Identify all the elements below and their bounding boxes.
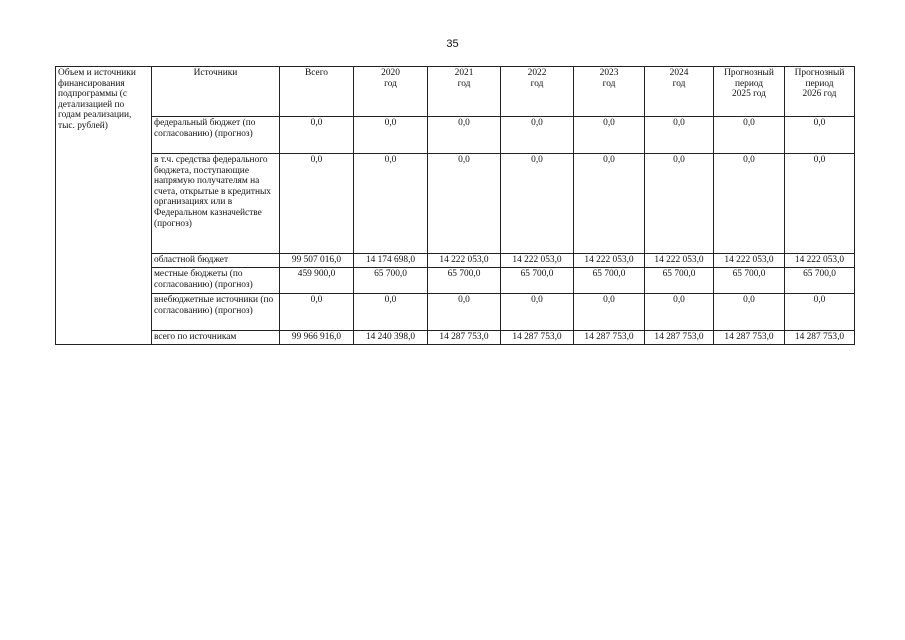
header-2022: 2022 год xyxy=(501,67,574,117)
table-row xyxy=(56,294,855,331)
value-cell: 0,0 xyxy=(714,154,785,254)
source-label: федеральный бюджет (по согласованию) (прогноз) xyxy=(152,117,280,154)
value-cell: 0,0 xyxy=(574,154,645,254)
header-2021: 2021 год xyxy=(428,67,501,117)
table-row xyxy=(56,117,855,154)
value-cell: 14 287 753,0 xyxy=(714,331,785,345)
value-cell: 14 287 753,0 xyxy=(785,331,855,345)
value-cell: 0,0 xyxy=(280,294,354,331)
table-row xyxy=(56,254,855,268)
value-cell: 14 287 753,0 xyxy=(501,331,574,345)
value-cell: 0,0 xyxy=(785,154,855,254)
value-cell: 65 700,0 xyxy=(428,268,501,294)
value-cell: 0,0 xyxy=(280,154,354,254)
value-cell: 0,0 xyxy=(501,117,574,154)
value-cell: 14 222 053,0 xyxy=(785,254,855,268)
value-cell: 99 966 916,0 xyxy=(280,331,354,345)
header-row xyxy=(56,67,855,117)
value-cell: 14 222 053,0 xyxy=(645,254,714,268)
value-cell: 99 507 016,0 xyxy=(280,254,354,268)
header-forecast-2026: Прогнозный период 2026 год xyxy=(785,67,855,117)
financing-description-cell: Объем и источники финансирования подпрограммы (с детализацией по годам реализации, тыс. рублей) xyxy=(56,67,152,345)
value-cell: 0,0 xyxy=(354,117,428,154)
value-cell: 0,0 xyxy=(574,294,645,331)
header-total: Всего xyxy=(280,67,354,117)
value-cell: 0,0 xyxy=(785,294,855,331)
value-cell: 65 700,0 xyxy=(574,268,645,294)
table-row-total xyxy=(56,331,855,345)
value-cell: 14 287 753,0 xyxy=(428,331,501,345)
header-2024: 2024 год xyxy=(645,67,714,117)
value-cell: 0,0 xyxy=(428,117,501,154)
value-cell: 0,0 xyxy=(645,154,714,254)
value-cell: 14 174 698,0 xyxy=(354,254,428,268)
table-row xyxy=(56,154,855,254)
value-cell: 0,0 xyxy=(280,117,354,154)
value-cell: 0,0 xyxy=(428,154,501,254)
value-cell: 65 700,0 xyxy=(785,268,855,294)
value-cell: 0,0 xyxy=(354,294,428,331)
table-row xyxy=(56,268,855,294)
value-cell: 14 240 398,0 xyxy=(354,331,428,345)
source-label: внебюджетные источники (по согласованию) (прогноз) xyxy=(152,294,280,331)
page-number: 35 xyxy=(446,38,459,50)
value-cell: 65 700,0 xyxy=(354,268,428,294)
value-cell: 0,0 xyxy=(645,117,714,154)
header-2020: 2020 год xyxy=(354,67,428,117)
value-cell: 0,0 xyxy=(714,294,785,331)
value-cell: 14 287 753,0 xyxy=(574,331,645,345)
value-cell: 14 287 753,0 xyxy=(645,331,714,345)
value-cell: 0,0 xyxy=(501,294,574,331)
value-cell: 0,0 xyxy=(428,294,501,331)
source-label: в т.ч. средства федерального бюджета, поступающие напрямую получателям на счета, открытые в кредитных организациях или в Федеральном казначействе (прогноз) xyxy=(152,154,280,254)
value-cell: 14 222 053,0 xyxy=(428,254,501,268)
header-forecast-2025: Прогнозный период 2025 год xyxy=(714,67,785,117)
value-cell: 65 700,0 xyxy=(501,268,574,294)
source-label: всего по источникам xyxy=(152,331,280,345)
header-sources: Источники xyxy=(152,67,280,117)
source-label: местные бюджеты (по согласованию) (прогноз) xyxy=(152,268,280,294)
value-cell: 14 222 053,0 xyxy=(574,254,645,268)
value-cell: 65 700,0 xyxy=(714,268,785,294)
value-cell: 459 900,0 xyxy=(280,268,354,294)
value-cell: 0,0 xyxy=(501,154,574,254)
value-cell: 0,0 xyxy=(645,294,714,331)
value-cell: 0,0 xyxy=(354,154,428,254)
header-2023: 2023 год xyxy=(574,67,645,117)
value-cell: 0,0 xyxy=(714,117,785,154)
financing-table xyxy=(55,66,855,345)
value-cell: 14 222 053,0 xyxy=(501,254,574,268)
value-cell: 65 700,0 xyxy=(645,268,714,294)
value-cell: 0,0 xyxy=(574,117,645,154)
value-cell: 0,0 xyxy=(785,117,855,154)
source-label: областной бюджет xyxy=(152,254,280,268)
value-cell: 14 222 053,0 xyxy=(714,254,785,268)
